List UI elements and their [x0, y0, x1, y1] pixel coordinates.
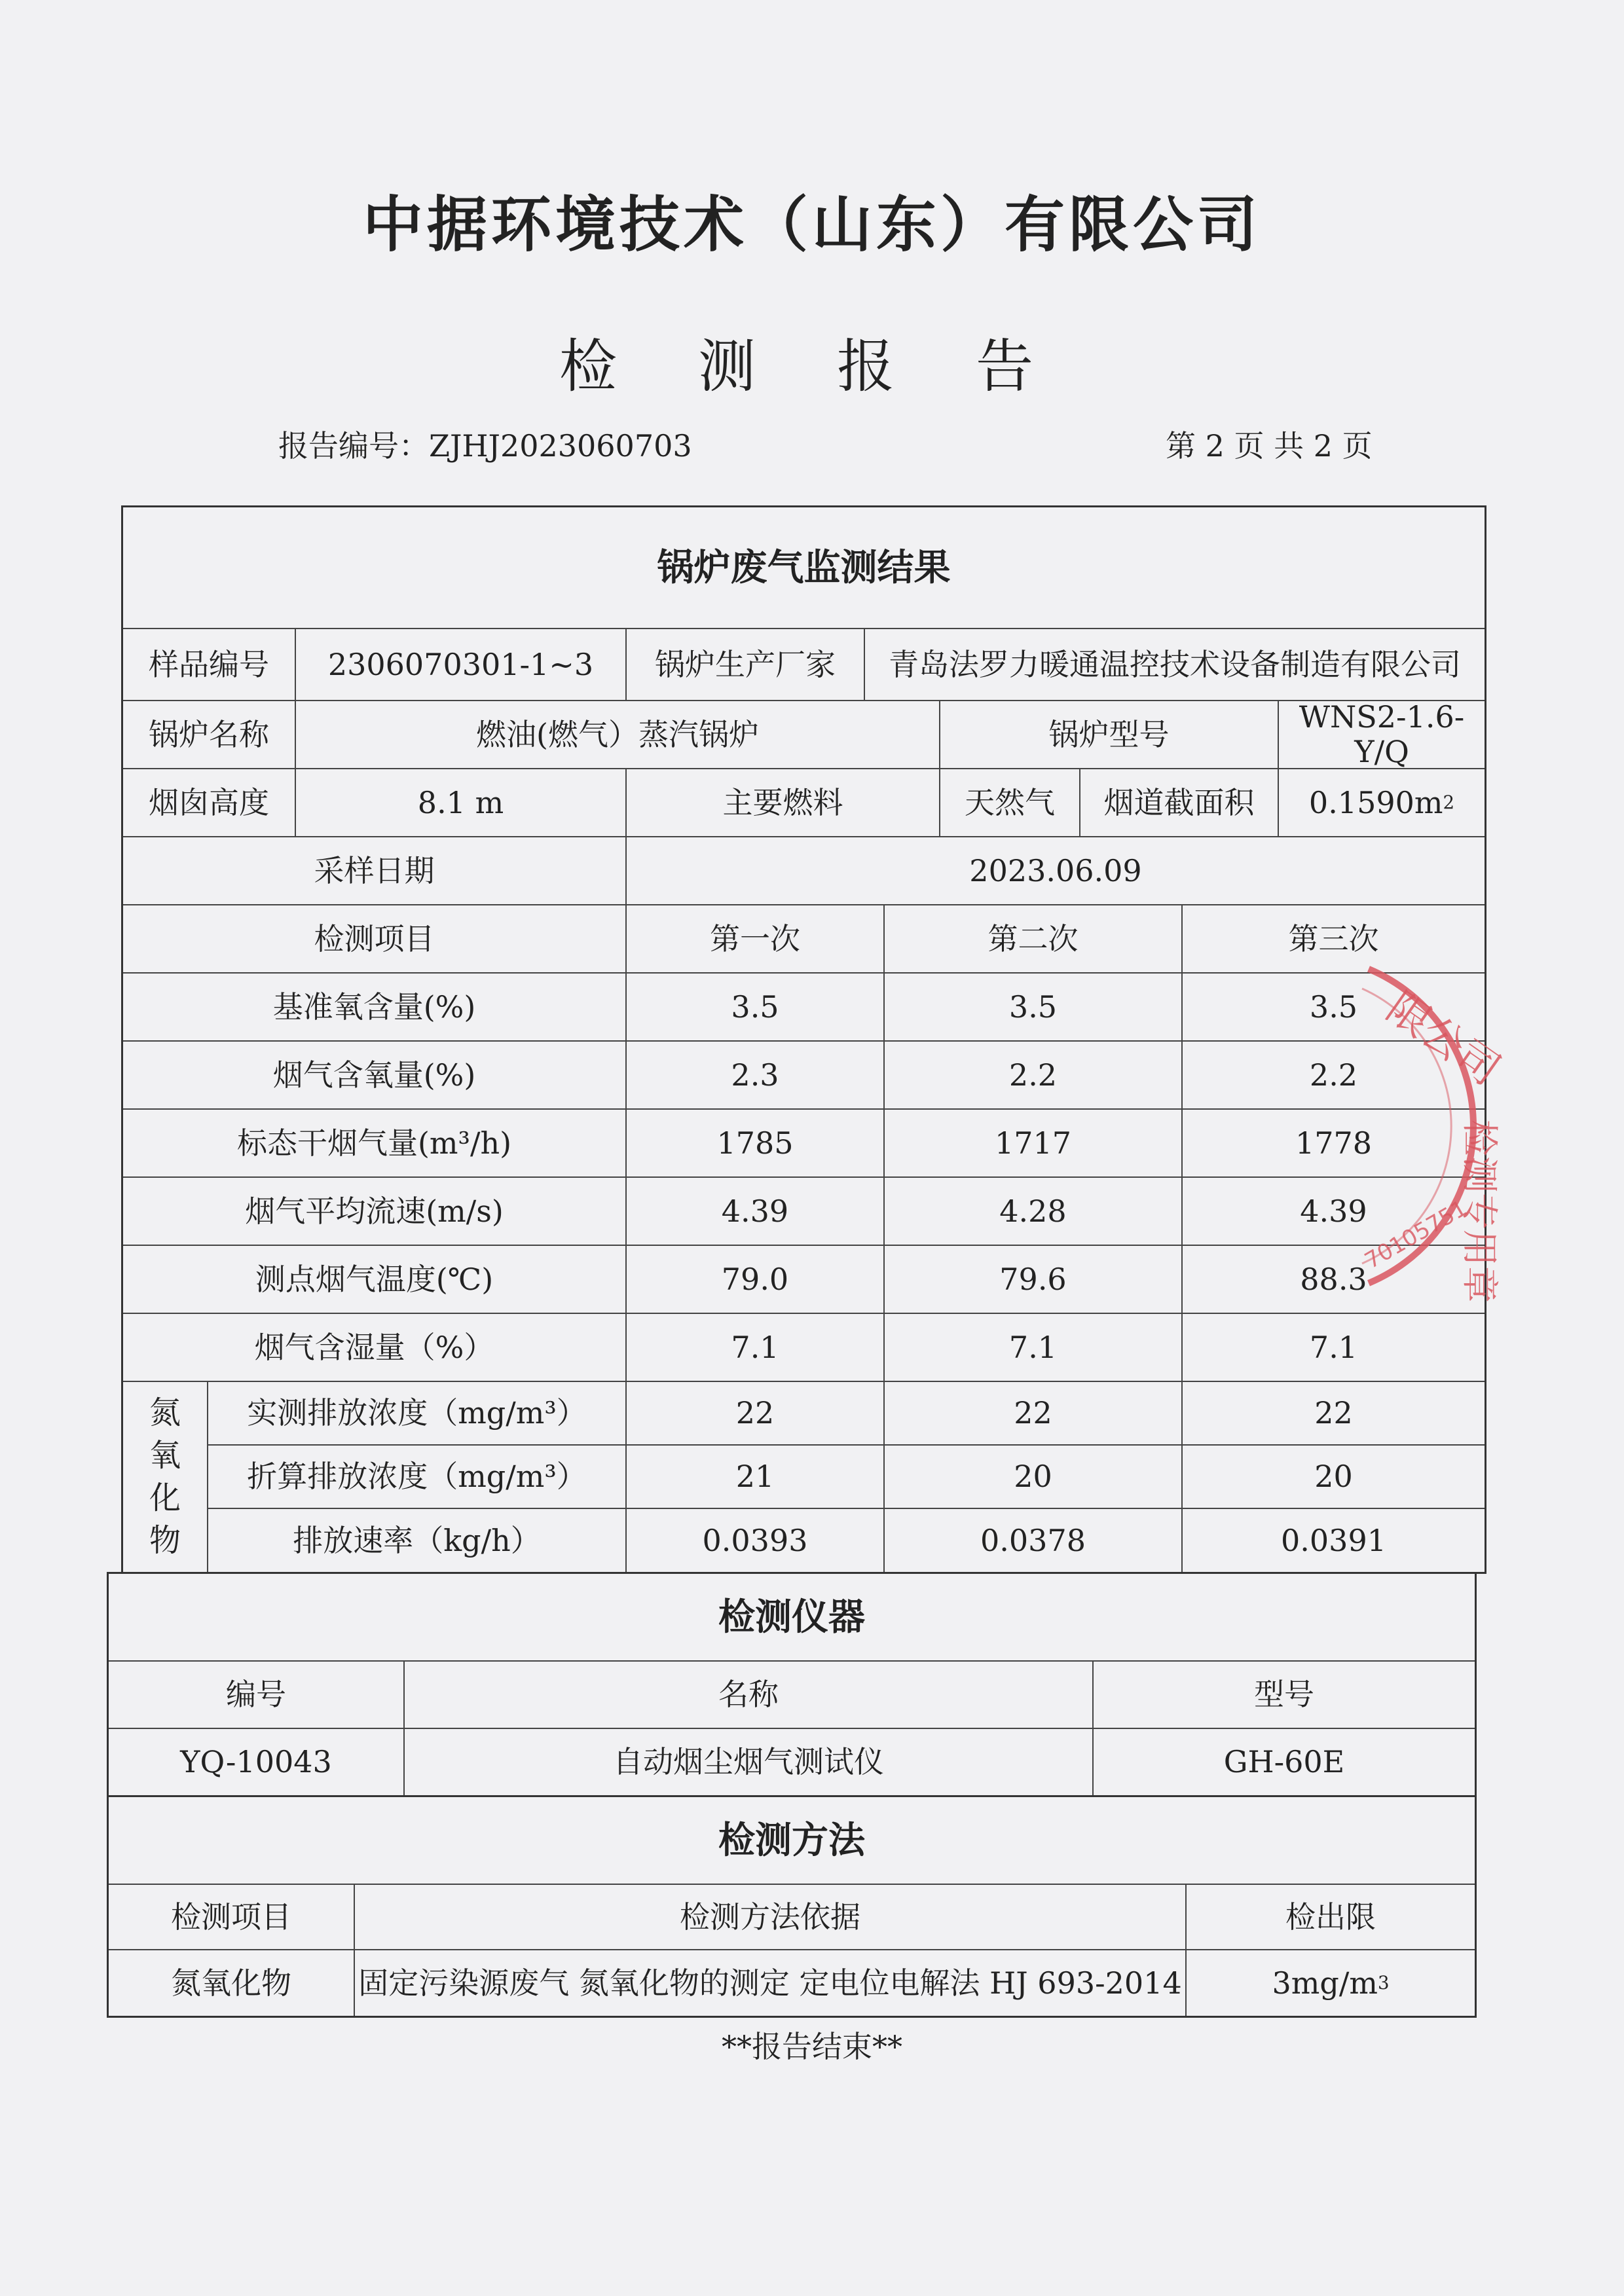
boiler-name-value: 燃油(燃气）蒸汽锅炉: [296, 701, 940, 769]
manufacturer-label: 锅炉生产厂家: [627, 629, 865, 701]
nox-row-value: 22: [627, 1382, 885, 1446]
row-label: 标态干烟气量(m³/h): [123, 1110, 627, 1178]
chimney-height-label: 烟囱高度: [123, 769, 296, 837]
seal-text-right: 检测专用章: [1458, 1120, 1500, 1303]
run-2-header: 第二次: [885, 905, 1183, 974]
row-value: 1778: [1183, 1110, 1485, 1178]
boiler-name-label: 锅炉名称: [123, 701, 296, 769]
row-value: 2.2: [885, 1042, 1183, 1110]
method-basis: 固定污染源废气 氮氧化物的测定 定电位电解法 HJ 693-2014: [355, 1950, 1187, 2016]
row-value: 1717: [885, 1110, 1183, 1178]
flue-area-exponent: 2: [1443, 792, 1455, 814]
seal-text-bottom: 70105751: [1360, 1195, 1472, 1275]
run-3-header: 第三次: [1183, 905, 1485, 974]
row-value: 3.5: [1183, 974, 1485, 1042]
boiler-model-label: 锅炉型号: [940, 701, 1279, 769]
nox-group-char: 化: [149, 1480, 181, 1516]
page-indicator: 第 2 页 共 2 页: [1166, 428, 1373, 464]
nox-row-value: 0.0393: [627, 1509, 885, 1572]
method-header-basis: 检测方法依据: [355, 1885, 1187, 1950]
document-title: 检 测 报 告: [559, 333, 1065, 400]
flue-area-label: 烟道截面积: [1080, 769, 1279, 837]
instrument-no: YQ-10043: [109, 1729, 405, 1795]
run-1-header: 第一次: [627, 905, 885, 974]
manufacturer-value: 青岛法罗力暖通温控技术设备制造有限公司: [865, 629, 1485, 701]
fuel-label: 主要燃料: [627, 769, 940, 837]
row-value: 7.1: [885, 1314, 1183, 1382]
sampling-date-label: 采样日期: [123, 837, 627, 905]
row-value: 3.5: [885, 974, 1183, 1042]
nox-row-value: 0.0391: [1281, 1522, 1386, 1558]
row-label: 测点烟气温度(℃): [123, 1246, 627, 1314]
nox-row-value: 20: [885, 1446, 1183, 1509]
flue-area-value: [1279, 769, 1485, 837]
row-value: 4.39: [627, 1178, 885, 1246]
nox-row-value: 22: [885, 1382, 1183, 1446]
results-table: [121, 505, 1486, 1574]
method-limit-number: 3mg/m: [1272, 1965, 1378, 2001]
instrument-header-no: 编号: [109, 1662, 405, 1729]
row-value: 7.1: [1183, 1314, 1485, 1382]
nox-row-value: 0.0378: [885, 1509, 1183, 1572]
nox-group-label: [123, 1382, 208, 1572]
row-label: 烟气含氧量(%): [123, 1042, 627, 1110]
nox-row-label: 折算排放浓度（mg/m³）: [208, 1446, 627, 1509]
row-label: 烟气平均流速(m/s): [123, 1178, 627, 1246]
report-number: 报告编号：ZJHJ2023060703: [278, 428, 692, 464]
row-value: 2.2: [1183, 1042, 1485, 1110]
company-name: 中据环境技术（山东）有限公司: [362, 189, 1261, 260]
chimney-height-value: 8.1 m: [296, 769, 627, 837]
instruments-section-title: 检测仪器: [109, 1574, 1475, 1662]
seal-stamp-icon: [1336, 943, 1559, 1309]
row-label: 烟气含湿量（%）: [123, 1314, 627, 1382]
sample-no-value: 2306070301-1~3: [296, 629, 627, 701]
results-section-title: 锅炉废气监测结果: [123, 507, 1485, 629]
sample-no-label: 样品编号: [123, 629, 296, 701]
nox-group-char: 氮: [149, 1394, 181, 1432]
row-value: 88.3: [1183, 1246, 1485, 1314]
row-value: 1785: [627, 1110, 885, 1178]
row-value: 79.6: [885, 1246, 1183, 1314]
method-limit-exponent: 3: [1377, 1972, 1390, 1994]
method-header-item: 检测项目: [109, 1885, 355, 1950]
methods-section-title: 检测方法: [109, 1797, 1475, 1885]
method-limit: [1187, 1950, 1475, 2016]
instrument-header-name: 名称: [405, 1662, 1094, 1729]
item-header: 检测项目: [123, 905, 627, 974]
row-value: 4.28: [885, 1178, 1183, 1246]
flue-area-number: 0.1590m: [1308, 784, 1443, 820]
report-end: **报告结束**: [722, 2029, 902, 2064]
sampling-date-value: 2023.06.09: [627, 837, 1485, 905]
method-header-limit: 检出限: [1187, 1885, 1475, 1950]
row-value: 2.3: [627, 1042, 885, 1110]
nox-row-value: 20: [1183, 1446, 1485, 1509]
row-value: 3.5: [627, 974, 885, 1042]
fuel-value: 天然气: [940, 769, 1080, 837]
nox-group-char: 氧: [149, 1437, 181, 1474]
nox-row-label: 排放速率（kg/h）: [208, 1509, 627, 1572]
nox-row-value: 21: [627, 1446, 885, 1509]
nox-row-value: 22: [1183, 1382, 1485, 1446]
seal-text-top: 限公司: [1378, 983, 1509, 1095]
row-label: 基准氧含量(%): [123, 974, 627, 1042]
instruments-table: [107, 1572, 1477, 1797]
instrument-header-model: 型号: [1094, 1662, 1475, 1729]
row-value: 7.1: [627, 1314, 885, 1382]
nox-row-label: 实测排放浓度（mg/m³）: [208, 1382, 627, 1446]
nox-group-char: 物: [149, 1522, 181, 1559]
instrument-name: 自动烟尘烟气测试仪: [405, 1729, 1094, 1795]
boiler-model-value: WNS2-1.6-Y/Q: [1279, 701, 1485, 769]
instrument-model: GH-60E: [1223, 1744, 1345, 1780]
methods-table: [107, 1795, 1477, 2018]
row-value: 4.39: [1183, 1178, 1485, 1246]
method-item: 氮氧化物: [109, 1950, 355, 2016]
row-value: 79.0: [627, 1246, 885, 1314]
